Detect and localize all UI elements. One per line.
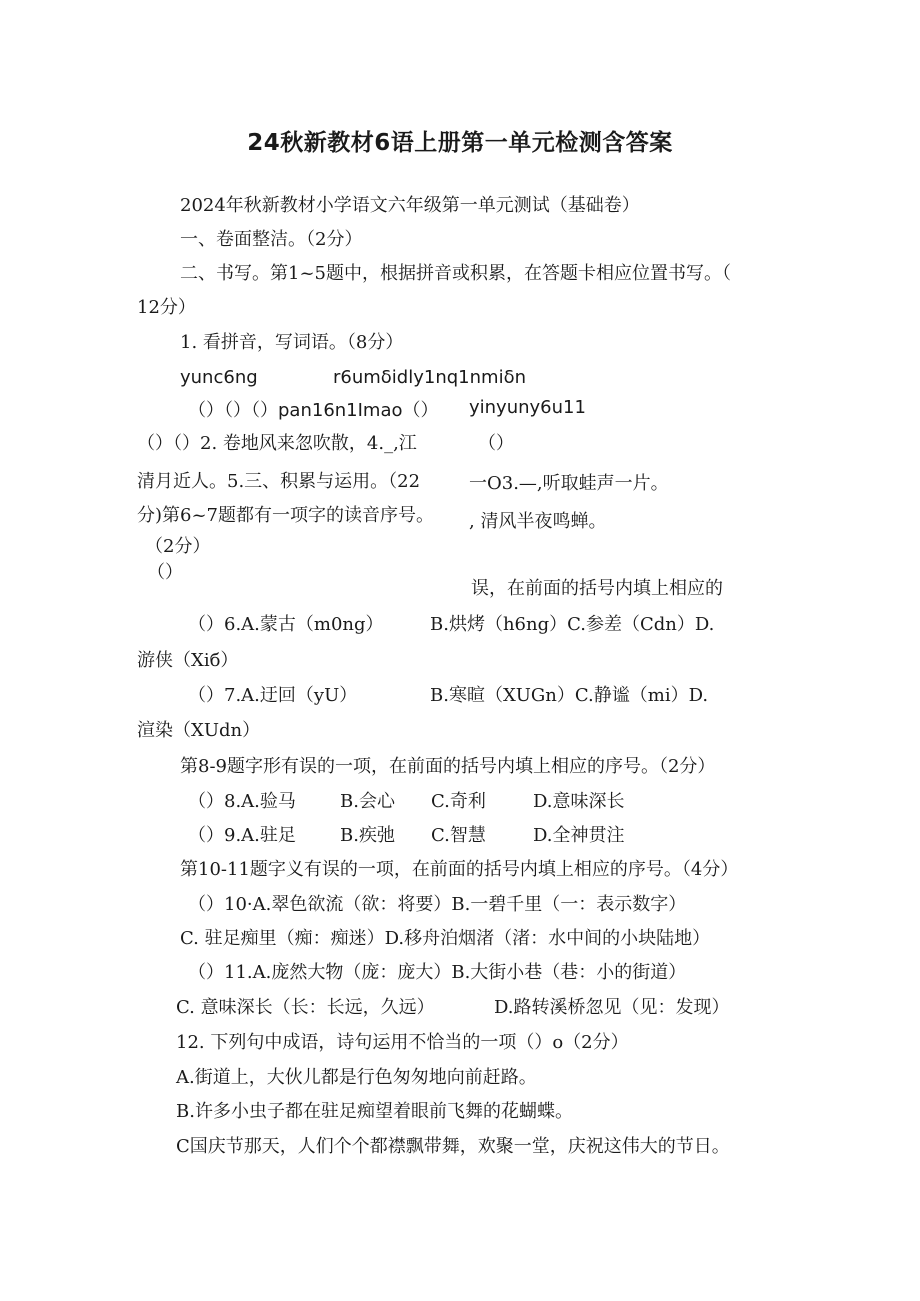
section-writing: 二、书写。第1~5题中，根据拼音或积累，在答题卡相应位置书写。（ — [180, 263, 731, 284]
blank-paren: （） — [478, 433, 514, 454]
section-8-9: 第8-9题字形有误的一项，在前面的括号内填上相应的序号。（2分） — [180, 756, 716, 777]
section-3-desc: 分)第6~7题都有一项字的读音序号。 — [137, 505, 435, 526]
poem-line-2: , 清风半夜鸣蝉。 — [469, 511, 607, 532]
document-title: 24秋新教材6语上册第一单元检测含答案 — [247, 130, 673, 156]
question-2: （）（）2. 卷地风来忽吹散，4._,江 — [137, 433, 417, 454]
question-12-c: C国庆节那天，人们个个都襟飘带舞，欢聚一堂，庆祝这伟大的节日。 — [176, 1136, 730, 1157]
question-9-c: C.智慧 — [431, 825, 486, 846]
pinyin-2: r6umδidly1nq1nmiδn — [333, 367, 526, 388]
question-7-bcd: B.寒暄（XUGn）C.静谧（mi）D. — [430, 685, 709, 706]
question-7-a: （）7.A.迂回（yU） — [188, 685, 358, 706]
question-5: 清月近人。5.三、积累与运用。（22 — [137, 471, 421, 492]
question-6-bcd: B.烘烤（h6ng）C.参差（Cdn）D. — [430, 614, 715, 635]
question-11-ab: （）11.A.庞然大物（庞：庞大）B.大街小巷（巷：小的街道） — [188, 962, 687, 983]
pinyin-blanks-row: （）（）（）pan16n1Imao（） — [188, 400, 439, 421]
question-10-cd: C. 驻足痴里（痴：痴迷）D.移舟泊烟渚（渚：水中间的小块陆地） — [180, 928, 711, 949]
test-subtitle: 2024年秋新教材小学语文六年级第一单元测试（基础卷） — [180, 195, 640, 216]
question-8-c: C.奇利 — [431, 791, 486, 812]
question-11-d: D.路转溪桥忽见（见：发现） — [494, 997, 730, 1018]
score-2: （2分） — [145, 536, 211, 557]
blank-paren-2: （） — [147, 562, 183, 583]
question-9-a: （）9.A.驻足 — [188, 825, 296, 846]
question-12-b: B.许多小虫子都在驻足痴望着眼前飞舞的花蝴蝶。 — [176, 1101, 573, 1122]
section-writing-cont: 12分） — [137, 297, 196, 318]
pinyin-1: yunc6ng — [180, 367, 258, 388]
instruction-fragment: 误，在前面的括号内填上相应的 — [471, 578, 723, 599]
question-12: 12. 下列句中成语，诗句运用不恰当的一项（）o（2分） — [176, 1032, 629, 1053]
question-8-d: D.意味深长 — [533, 791, 625, 812]
question-12-a: A.街道上，大伙儿都是行色匆匆地向前赶路。 — [176, 1067, 537, 1088]
question-8-b: B.会心 — [340, 791, 395, 812]
section-10-11: 第10-11题字义有误的一项，在前面的括号内填上相应的序号。（4分） — [180, 859, 739, 880]
poem-line-1: 一O3.—,听取蛙声一片。 — [469, 473, 669, 494]
question-8-a: （）8.A.验马 — [188, 791, 296, 812]
question-10-ab: （）10·A.翠色欲流（欲：将要）B.一碧千里（一：表示数字） — [188, 894, 687, 915]
question-7-d: 渲染（XUdn） — [137, 720, 261, 741]
question-9-b: B.疾弛 — [340, 825, 395, 846]
question-11-c: C. 意味深长（长：长远，久远） — [176, 997, 435, 1018]
question-6-d: 游侠（Xiб） — [137, 650, 239, 671]
question-1: 1. 看拼音，写词语。（8分） — [180, 332, 404, 353]
question-9-d: D.全神贯注 — [533, 825, 625, 846]
section-neatness: 一、卷面整洁。（2分） — [180, 229, 363, 250]
pinyin-3: yinyuny6u11 — [469, 397, 586, 418]
question-6-a: （）6.A.蒙古（m0ng） — [188, 614, 384, 635]
